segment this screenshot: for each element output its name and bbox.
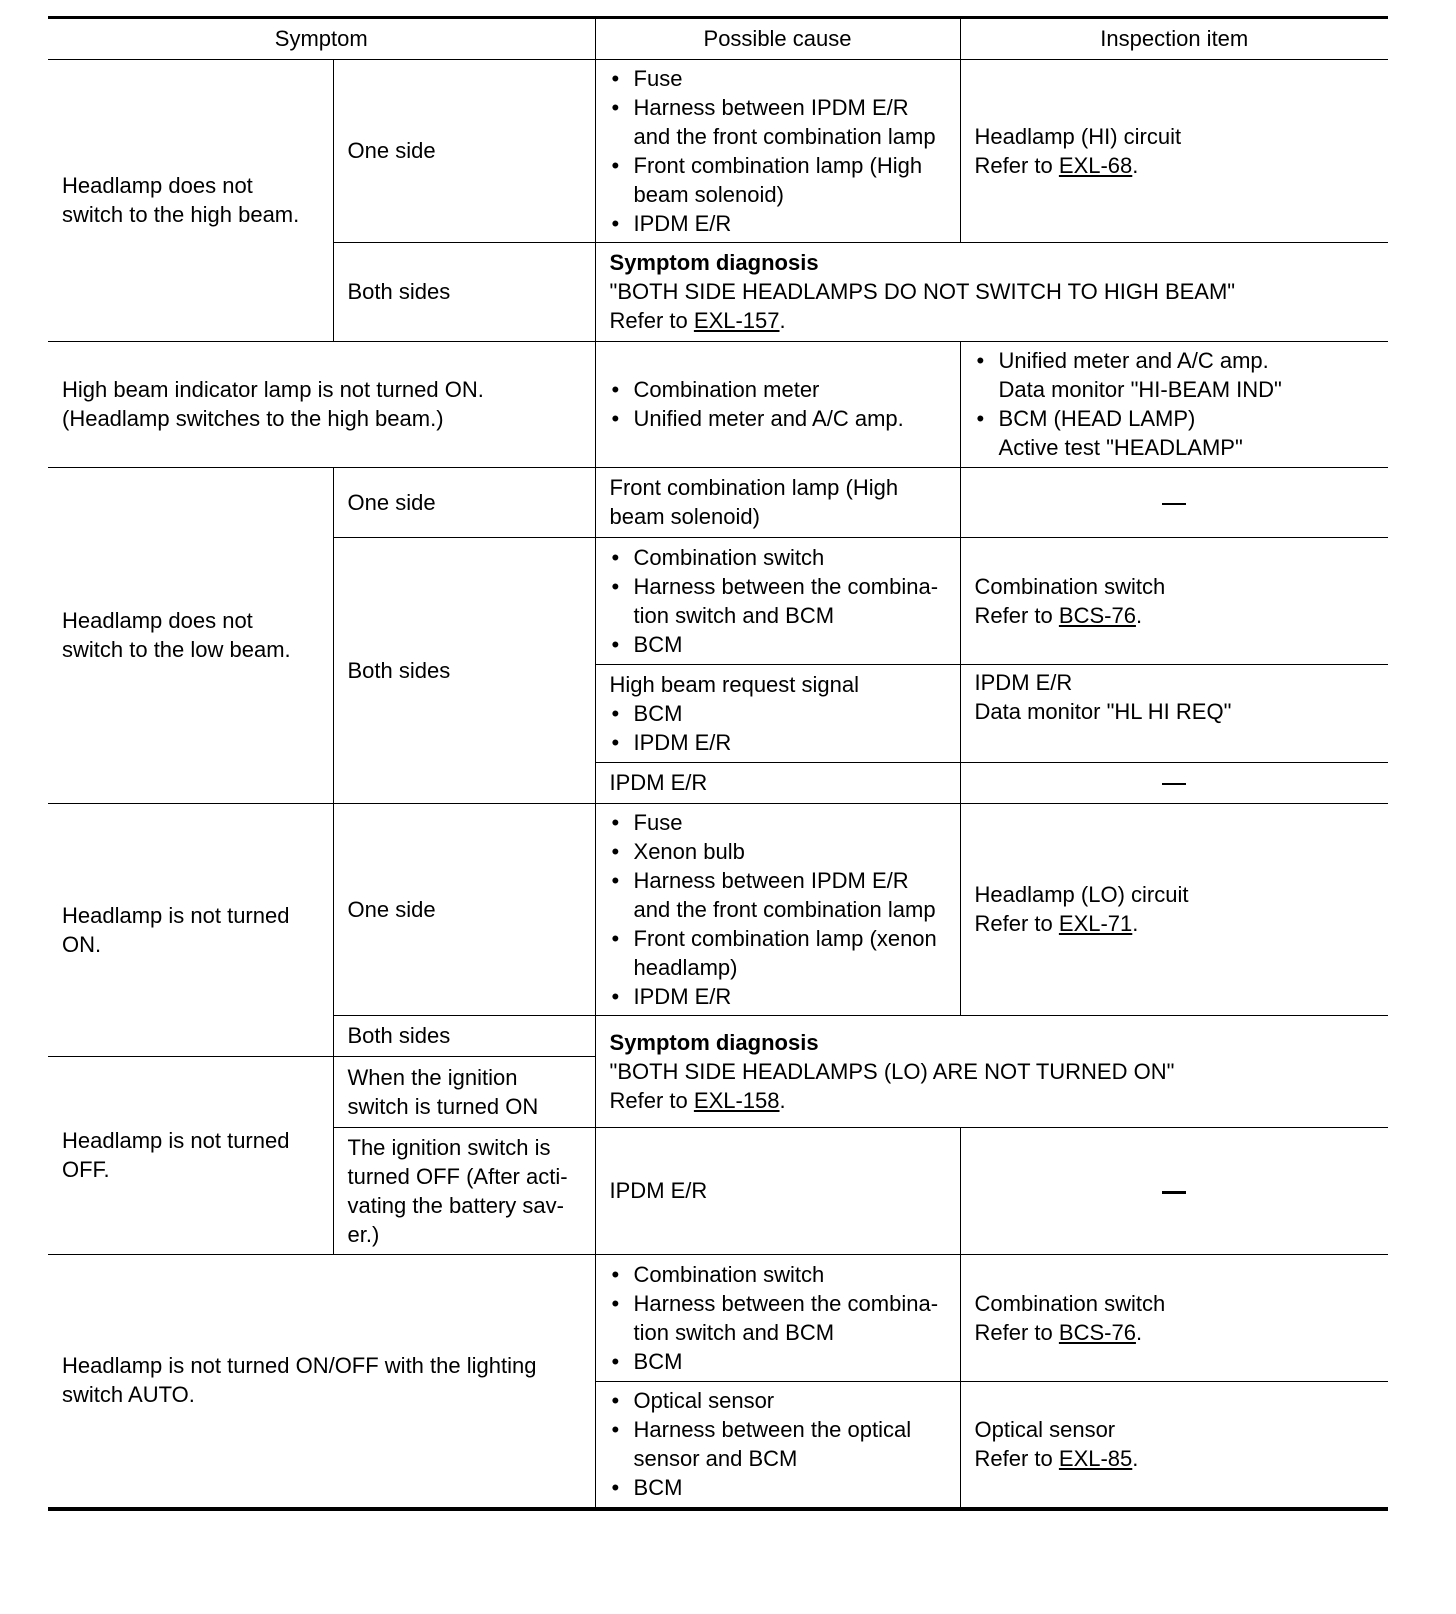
inspection-title: Combination switch <box>974 1290 1166 1316</box>
cause-cell <box>595 60 960 243</box>
cause-cell <box>595 1382 960 1509</box>
table-row <box>48 60 1388 243</box>
table-row <box>48 1255 1388 1382</box>
cause-cell: Front combination lamp (High beam solenoid) <box>595 468 960 538</box>
symptom-text: switch to the high beam. <box>62 202 300 227</box>
diagnosis-text: "BOTH SIDE HEADLAMPS (LO) ARE NOT TURNED ON" <box>609 1058 1175 1084</box>
cause-item: • Optical sensor <box>610 1386 946 1415</box>
symptom-text: switch to the low beam. <box>62 637 291 662</box>
symptom-text: Headlamp is not turned ON/OFF with the lighting <box>62 1353 537 1379</box>
cause-cell <box>595 342 960 468</box>
cause-cell <box>595 665 960 763</box>
symptom-text: Headlamp does not <box>62 608 253 633</box>
inspection-cell <box>960 665 1388 763</box>
refer-line <box>975 601 1375 630</box>
symptom-cell <box>48 60 333 342</box>
inspection-item <box>975 346 1375 404</box>
condition-cell: One side <box>333 60 595 243</box>
none-dash <box>1162 1191 1186 1194</box>
condition-cell: Both sides <box>333 1016 595 1057</box>
condition-text: vating the battery sav- <box>347 1192 564 1218</box>
cause-item: • BCM <box>610 630 946 659</box>
cause-item: • IPDM E/R <box>610 728 946 757</box>
cause-item: • Harness between IPDM E/R and the front combination lamp <box>610 93 946 151</box>
refer-prefix: Refer to <box>974 1319 1059 1345</box>
inspection-item <box>975 404 1375 462</box>
ref-link-exl-157[interactable]: EXL-157 <box>693 308 780 333</box>
diagnosis-table-wrapper <box>48 16 1388 1511</box>
refer-prefix: Refer to <box>609 308 694 333</box>
diagnosis-text: "BOTH SIDE HEADLAMPS DO NOT SWITCH TO HIGH BEAM" <box>609 279 1236 304</box>
symptom-text: High beam indicator lamp is not turned ON. <box>62 377 484 402</box>
cause-item: • Combination meter <box>610 375 946 404</box>
cause-cell <box>595 804 960 1016</box>
ref-link-bcs-76[interactable]: BCS-76 <box>1058 602 1136 628</box>
symptom-cell <box>48 342 595 468</box>
refer-line <box>975 1318 1375 1347</box>
refer-suffix: . <box>1132 152 1139 178</box>
inspection-text: IPDM E/R <box>974 670 1073 695</box>
inspection-text: Data monitor "HL HI REQ" <box>974 699 1232 724</box>
condition-text: When the ignition <box>347 1064 518 1090</box>
none-dash <box>1162 783 1186 785</box>
refer-prefix: Refer to <box>974 602 1059 628</box>
cause-item: • Combination switch <box>610 543 946 572</box>
diagnosis-cell <box>595 243 1388 342</box>
symptom-text: OFF. <box>62 1157 110 1182</box>
cause-cell: IPDM E/R <box>595 763 960 804</box>
inspection-cell <box>960 763 1388 804</box>
table-row <box>48 804 1388 1016</box>
refer-prefix: Refer to <box>974 1445 1059 1471</box>
cause-item: • Front combination lamp (xenon headlamp) <box>610 924 946 982</box>
table-row <box>48 342 1388 468</box>
symptom-cell <box>48 1057 333 1255</box>
inspection-cell <box>960 1128 1388 1255</box>
ref-link-exl-158[interactable]: EXL-158 <box>693 1087 780 1113</box>
cause-item: • Xenon bulb <box>610 837 946 866</box>
ref-link-bcs-76[interactable]: BCS-76 <box>1058 1319 1136 1345</box>
refer-suffix: . <box>1135 1319 1143 1345</box>
cause-cell: IPDM E/R <box>595 1128 960 1255</box>
table-row <box>48 468 1388 538</box>
inspection-cell <box>960 468 1388 538</box>
symptom-text: ON. <box>62 931 102 957</box>
inspection-text: Data monitor "HI-BEAM IND" <box>998 377 1282 402</box>
condition-cell: One side <box>333 804 595 1016</box>
cause-item: • Harness between the optical sensor and BCM <box>610 1415 946 1473</box>
refer-line <box>975 909 1375 938</box>
inspection-cell <box>960 1255 1388 1382</box>
inspection-cell <box>960 538 1388 665</box>
none-dash <box>1162 503 1186 505</box>
refer-line <box>975 151 1375 180</box>
condition-text: The ignition switch is <box>347 1134 551 1160</box>
symptom-cell <box>48 804 333 1057</box>
diagnosis-title: Symptom diagnosis <box>609 250 819 275</box>
inspection-text: • BCM (HEAD LAMP) <box>998 406 1196 431</box>
refer-line <box>975 1444 1375 1473</box>
symptom-text: Headlamp does not <box>62 173 253 198</box>
cause-item: • Front combination lamp (High beam solenoid) <box>610 151 946 209</box>
condition-cell: Both sides <box>333 538 595 804</box>
inspection-cell <box>960 342 1388 468</box>
ref-link-exl-85[interactable]: EXL-85 <box>1058 1445 1133 1471</box>
refer-suffix: . <box>1132 1445 1139 1471</box>
refer-suffix: . <box>1135 602 1143 628</box>
inspection-text: • Unified meter and A/C amp. <box>998 348 1269 373</box>
cause-cell <box>595 538 960 665</box>
cause-item: • IPDM E/R <box>610 982 946 1011</box>
diagnosis-cell <box>595 1016 1388 1128</box>
cause-item: • Unified meter and A/C amp. <box>610 404 946 433</box>
refer-suffix: . <box>779 1087 786 1113</box>
inspection-cell <box>960 60 1388 243</box>
refer-prefix: Refer to <box>974 911 1059 936</box>
inspection-cell <box>960 804 1388 1016</box>
cause-item: • BCM <box>610 699 946 728</box>
header-symptom: Symptom <box>48 18 595 60</box>
inspection-title: Headlamp (LO) circuit <box>974 882 1189 907</box>
condition-cell: One side <box>333 468 595 538</box>
cause-item: • Combination switch <box>610 1260 946 1289</box>
condition-text: er.) <box>347 1221 380 1247</box>
refer-line <box>610 1086 1375 1115</box>
cause-item: • Harness between IPDM E/R and the front combination lamp <box>610 866 946 924</box>
diagnosis-title: Symptom diagnosis <box>609 1029 819 1055</box>
symptom-text: Headlamp is not turned <box>62 902 290 928</box>
symptom-text: Headlamp is not turned <box>62 1128 290 1153</box>
symptom-cell <box>48 468 333 804</box>
cause-title: High beam request signal <box>609 671 859 697</box>
refer-suffix: . <box>1132 911 1139 936</box>
inspection-text: Active test "HEADLAMP" <box>998 435 1243 460</box>
refer-prefix: Refer to <box>609 1087 694 1113</box>
header-possible-cause: Possible cause <box>595 18 960 60</box>
condition-text: turned OFF (After acti- <box>347 1163 568 1189</box>
cause-item: • Harness between the combina-tion switch and BCM <box>610 572 946 630</box>
cause-item: • Fuse <box>610 64 946 93</box>
header-row <box>48 18 1388 60</box>
header-inspection-item: Inspection item <box>960 18 1388 60</box>
symptom-text: (Headlamp switches to the high beam.) <box>62 406 444 431</box>
inspection-title: Headlamp (HI) circuit <box>974 123 1182 149</box>
cause-cell <box>595 1255 960 1382</box>
ref-link-exl-71[interactable]: EXL-71 <box>1058 911 1133 936</box>
condition-cell <box>333 1128 595 1255</box>
inspection-title: Combination switch <box>974 573 1166 599</box>
condition-cell <box>333 1057 595 1128</box>
symptom-text: switch AUTO. <box>62 1382 195 1408</box>
cause-item: • BCM <box>610 1473 946 1502</box>
ref-link-exl-68[interactable]: EXL-68 <box>1058 152 1133 178</box>
refer-prefix: Refer to <box>974 152 1059 178</box>
symptom-table <box>48 16 1388 1511</box>
inspection-cell <box>960 1382 1388 1509</box>
inspection-title: Optical sensor <box>974 1416 1116 1442</box>
condition-cell: Both sides <box>333 243 595 342</box>
condition-text: switch is turned ON <box>347 1093 539 1119</box>
cause-item: • Harness between the combina-tion switch and BCM <box>610 1289 946 1347</box>
cause-item: • Fuse <box>610 808 946 837</box>
cause-item: • IPDM E/R <box>610 209 946 238</box>
refer-suffix: . <box>779 308 786 333</box>
cause-item: • BCM <box>610 1347 946 1376</box>
refer-line <box>610 306 1375 335</box>
symptom-cell <box>48 1255 595 1509</box>
